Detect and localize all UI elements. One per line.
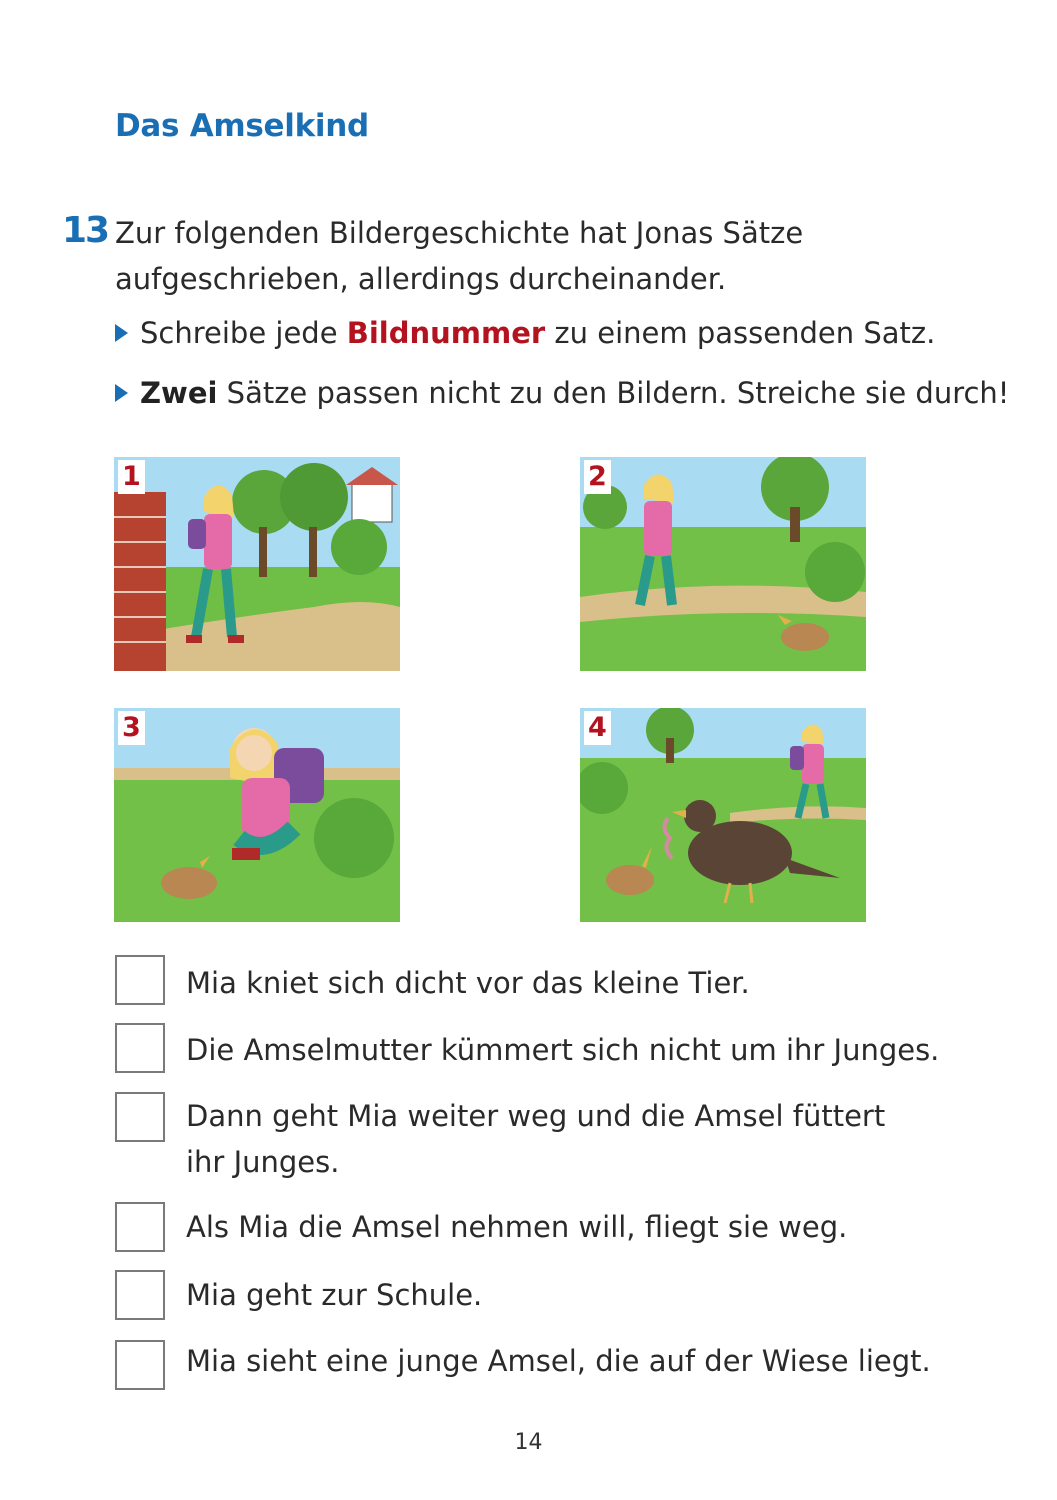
answer-box[interactable] <box>115 1340 165 1390</box>
instruction-2-bold: Zwei <box>140 376 218 410</box>
sentence-text: Mia geht zur Schule. <box>186 1278 483 1312</box>
blackbird-feeds-young-illustration <box>580 708 866 922</box>
instruction-1 <box>115 316 935 350</box>
triangle-bullet-icon <box>115 384 128 402</box>
instruction-2 <box>115 376 1009 410</box>
sentence-text: Mia kniet sich dicht vor das kleine Tier. <box>186 966 750 1000</box>
sentence-text: Dann geht Mia weiter weg und die Amsel füttert ihr Junges. <box>186 1099 886 1179</box>
answer-box[interactable] <box>115 955 165 1005</box>
girl-kneels-by-young-bird-illustration <box>114 708 400 922</box>
picture-number: 4 <box>584 711 611 745</box>
answer-box[interactable] <box>115 1023 165 1073</box>
page-number: 14 <box>514 1430 543 1455</box>
instruction-1-text: Schreibe jede <box>140 316 347 350</box>
answer-box[interactable] <box>115 1202 165 1252</box>
picture-number: 1 <box>118 460 145 494</box>
picture-number: 3 <box>118 711 145 745</box>
sentence-text: Die Amselmutter kümmert sich nicht um ihr Junges. <box>186 1033 940 1067</box>
task-intro: Zur folgenden Bildergeschichte hat Jonas Sätze aufgeschrieben, allerdings durcheinander. <box>115 216 804 296</box>
answer-box[interactable] <box>115 1092 165 1142</box>
instruction-2-text: Sätze passen nicht zu den Bildern. Streiche sie durch! <box>217 376 1010 410</box>
triangle-bullet-icon <box>115 324 128 342</box>
girl-sees-bird-on-meadow-illustration <box>580 457 866 671</box>
picture-number: 2 <box>584 460 611 494</box>
page-title: Das Amselkind <box>115 108 369 144</box>
answer-box[interactable] <box>115 1270 165 1320</box>
instruction-1-rest: zu einem passenden Satz. <box>545 316 936 350</box>
instruction-1-bold: Bildnummer <box>346 316 546 350</box>
sentence-text: Als Mia die Amsel nehmen will, fliegt sie weg. <box>186 1210 848 1244</box>
girl-walking-to-school-illustration <box>114 457 400 671</box>
sentence-text: Mia sieht eine junge Amsel, die auf der Wiese liegt. <box>186 1344 931 1378</box>
task-number: 13 <box>62 210 109 251</box>
